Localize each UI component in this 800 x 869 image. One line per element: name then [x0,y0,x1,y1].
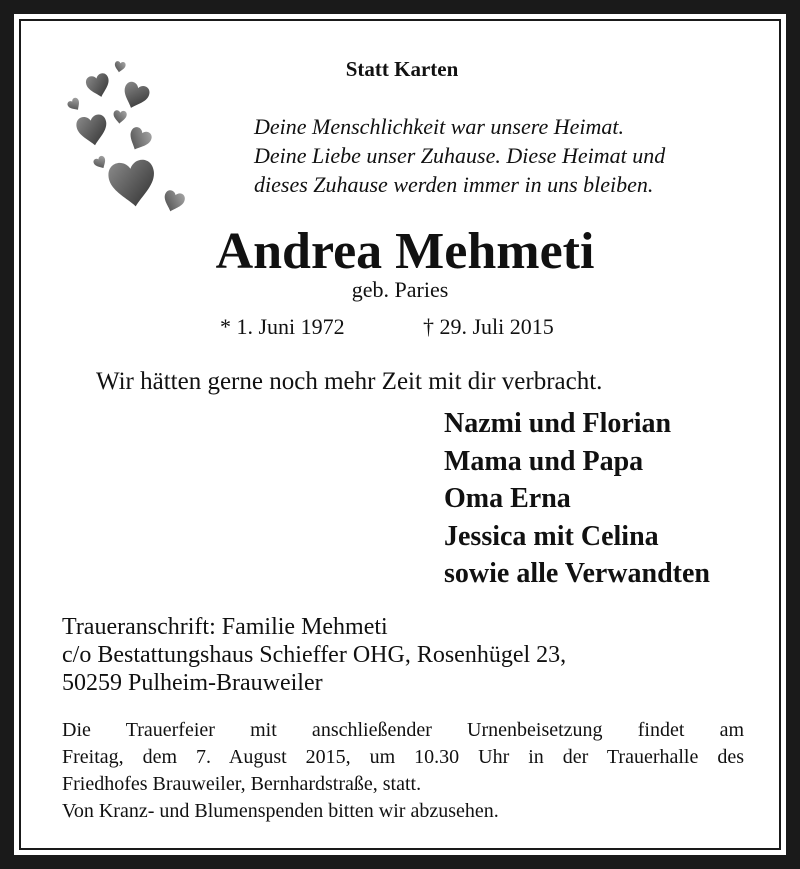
memorial-quote [254,112,764,199]
mourner-line: Oma Erna [444,483,571,514]
mourner-line: Jessica mit Celina [444,520,659,552]
heart-icon [92,155,108,171]
farewell-message: Wir hätten gerne noch mehr Zeit mit dir verbracht. [96,368,603,395]
notice-line: Die Trauerfeier mit anschließender Urnenbeisetzung findet am [62,719,744,741]
heart-icon [161,189,187,215]
mourners-list [444,405,764,593]
address-line: Traueranschrift: Familie Mehmeti [62,614,388,640]
mourner-line: Mama und Papa [444,445,644,477]
funeral-notice [62,717,744,825]
death-date: † 29. Juli 2015 [423,314,554,339]
heart-icon [85,72,113,100]
notice-line: Von Kranz- und Blumenspenden bitten wir abzusehen. [62,800,499,822]
heart-icon [66,97,83,114]
birth-name: geb. Paries [351,277,449,302]
notice-line: Freitag, dem 7. August 2015, um 10.30 Uhr in der Trauerhalle des [62,746,744,768]
mourning-address [62,613,762,697]
hearts-decoration-icon [62,58,192,233]
heart-icon [119,80,151,112]
heading-statt-karten: Statt Karten [345,57,459,81]
heart-icon [75,113,110,148]
address-line: 50259 Pulheim-Brauweiler [62,670,323,696]
birth-date: * 1. Juni 1972 [220,314,345,339]
heart-icon [113,110,127,124]
mourner-line: sowie alle Verwandten [444,558,710,589]
address-line: c/o Bestattungshaus Schieffer OHG, Rosenhügel 23, [62,642,567,668]
mourner-line: Nazmi und Florian [444,408,672,439]
quote-line: Deine Liebe unser Zuhause. Diese Heimat und [254,143,666,168]
quote-line: Deine Menschlichkeit war unsere Heimat. [254,114,625,139]
quote-line: dieses Zuhause werden immer in uns bleiben. [254,172,654,197]
notice-line: Friedhofes Brauweiler, Bernhardstraße, statt. [62,773,422,795]
heart-icon [125,125,154,154]
deceased-name: Andrea Mehmeti [215,223,595,280]
heart-icon [114,61,127,73]
heart-icon [107,158,158,209]
